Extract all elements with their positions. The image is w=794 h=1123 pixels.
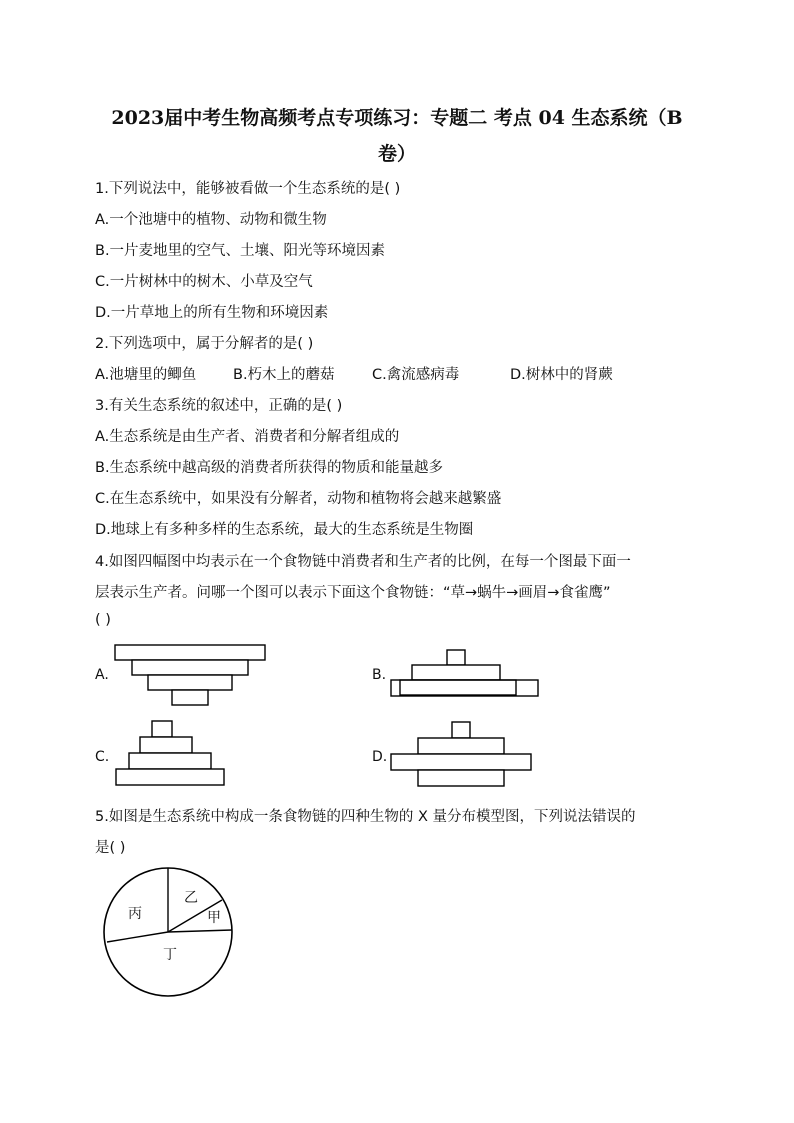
question-3-option-c: C.在生态系统中，如果没有分解者，动物和植物将会越来越繁盛 <box>95 491 502 507</box>
figure-a-level-4 <box>172 690 208 705</box>
question-2-option-d: D.树林中的肾蕨 <box>510 367 613 383</box>
question-1-option-a: A.一个池塘中的植物、动物和微生物 <box>95 212 327 228</box>
figure-b-level-4 <box>447 650 465 665</box>
question-5-stem-line-1: 5.如图是生态系统中构成一条食物链的四种生物的 X 量分布模型图，下列说法错误的 <box>95 809 636 825</box>
question-4-stem-line-2: 层表示生产者。问哪一个图可以表示下面这个食物链：“草→蜗牛→画眉→食雀鹰” <box>95 585 611 601</box>
figure-d-label: D. <box>372 749 388 765</box>
question-1-option-b: B.一片麦地里的空气、土壤、阳光等环境因素 <box>95 243 386 259</box>
pie-label-yi: 乙 <box>184 890 198 906</box>
figure-b-label: B. <box>372 667 387 683</box>
question-1-option-d: D.一片草地上的所有生物和环境因素 <box>95 305 329 321</box>
figure-a-level-3 <box>148 675 232 690</box>
figure-d-level-4 <box>452 722 470 738</box>
question-3-option-d: D.地球上有多种多样的生态系统，最大的生态系统是生物圈 <box>95 522 474 538</box>
figure-b-level-2 <box>400 680 516 695</box>
pie-label-bing: 丙 <box>128 906 142 922</box>
pie-label-ding: 丁 <box>163 947 177 963</box>
figure-c-label: C. <box>95 749 110 765</box>
question-1-stem: 1.下列说法中，能够被看做一个生态系统的是( ) <box>95 181 401 197</box>
figure-d-level-3 <box>418 738 504 754</box>
figure-c-level-3 <box>140 737 192 753</box>
question-1-option-c: C.一片树林中的树木、小草及空气 <box>95 274 313 290</box>
figure-a-pyramid <box>110 643 270 713</box>
figure-d-pyramid <box>388 718 538 790</box>
title-line-2: 卷） <box>377 143 416 165</box>
question-2-option-a: A.池塘里的鲫鱼 <box>95 367 197 383</box>
figure-b-level-3 <box>412 665 500 680</box>
question-3-option-b: B.生态系统中越高级的消费者所获得的物质和能量越多 <box>95 460 444 476</box>
figure-c-level-4 <box>152 721 172 737</box>
pie-label-jia: 甲 <box>207 910 221 926</box>
figure-c-pyramid <box>112 717 232 791</box>
question-2-option-c: C.禽流感病毒 <box>372 367 460 383</box>
figure-a-level-2 <box>132 660 248 675</box>
figure-a-label: A. <box>95 667 109 683</box>
question-2-option-b: B.朽木上的蘑菇 <box>233 367 335 383</box>
question-2-stem: 2.下列选项中，属于分解者的是( ) <box>95 336 314 352</box>
figure-d-level-2 <box>391 754 531 770</box>
question-5-stem-line-2: 是( ) <box>95 840 126 856</box>
figure-b-pyramid <box>388 646 548 704</box>
figure-a-level-1 <box>115 645 265 660</box>
title-line-1: 2023届中考生物高频考点专项练习：专题二 考点 04 生态系统（B <box>111 107 683 129</box>
question-4-stem-line-3: ( ) <box>95 612 111 628</box>
figure-c-level-2 <box>129 753 211 769</box>
question-3-stem: 3.有关生态系统的叙述中，正确的是( ) <box>95 398 343 414</box>
figure-d-level-1 <box>418 770 504 786</box>
question-3-option-a: A.生态系统是由生产者、消费者和分解者组成的 <box>95 429 400 445</box>
question-4-stem-line-1: 4.如图四幅图中均表示在一个食物链中消费者和生产者的比例，在每一个图最下面一 <box>95 554 631 570</box>
figure-c-level-1 <box>116 769 224 785</box>
quantity-pie-figure <box>100 864 240 1004</box>
